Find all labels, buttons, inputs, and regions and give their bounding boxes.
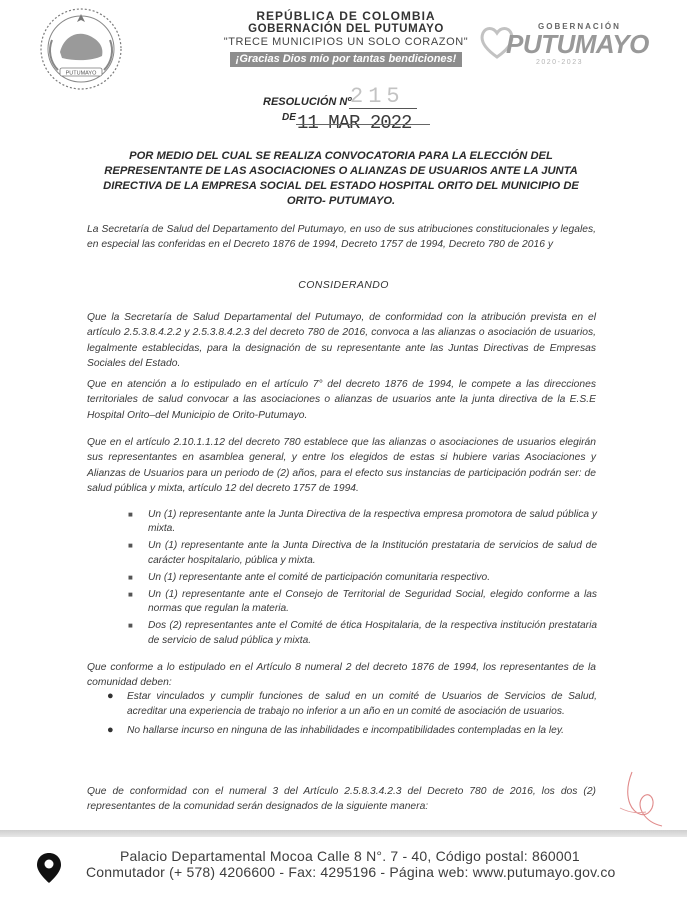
list-item: ■ Un (1) representante ante el comité de participación comunitaria respectivo. xyxy=(128,571,597,585)
footer-address: Palacio Departamental Mocoa Calle 8 N°. 7 - 40, Código postal: 860001 xyxy=(120,848,580,864)
logo-putumayo-text: PUTUMAYO xyxy=(506,29,649,59)
republic-line: REPÚBLICA DE COLOMBIA xyxy=(256,9,436,23)
date-label: DE xyxy=(282,112,296,123)
date-stamp: 11 MAR 2022 xyxy=(297,112,412,134)
footer-divider xyxy=(0,830,687,837)
list-item: ● No hallarse incurso en ninguna de las inhabilidades e incompatibilidades contempladas en la ley. xyxy=(107,724,565,736)
bullet-icon: ■ xyxy=(128,572,133,582)
list-item: ■ Dos (2) representantes ante el Comité de ética Hospitalaria, de la respectiva institución prestataria de servicio de salud pública y mixta. xyxy=(128,620,597,646)
paragraph-5: Que de conformidad con el numeral 3 del Artículo 2.5.8.3.4.2.3 del Decreto 780 de 2016, los dos (2) representantes de la comunidad serán designados de la siguiente manera: xyxy=(87,786,596,813)
list-item: ● Estar vinculados y cumplir funciones de salud en un comité de Usuarios de Servicios de Salud, acreditar una experiencia de trabajo no inferior a un año en un comité de asociación de usuarios. xyxy=(107,690,597,717)
paragraph-2: Que en atención a lo estipulado en el artículo 7° del decreto 1876 de 1994, le compete a las direcciones territoriales de salud convocar a las asociaciones o alianzas de usuarios ante la junta directiva de la E.S.E Hospital Orito–del Municipio de Orito-Putumayo. xyxy=(87,379,596,421)
coat-of-arms-seal xyxy=(38,6,124,92)
motto-line: "TRECE MUNICIPIOS UN SOLO CORAZON" xyxy=(223,36,469,48)
paragraph-1: Que la Secretaría de Salud Departamental del Putumayo, de conformidad con la atribución prevista en el artículo 2.5.3.8.4.2.2 y 2.5.3.8.4.2.3 del decreto 780 de 2016, convoca a las alianzas o asociación de usuarios, legalmente establecidas, para la designación de su representante ante las Juntas Directivas de Empresas Sociales del Estado. xyxy=(87,312,596,369)
date-underline xyxy=(296,124,430,125)
bullet-icon: ■ xyxy=(128,590,133,600)
bullet-icon: ■ xyxy=(128,621,133,631)
logo-gobernacion-text: GOBERNACIÓN xyxy=(538,22,621,31)
resolution-label: RESOLUCIÓN Nº xyxy=(263,96,352,108)
representatives-list xyxy=(128,508,597,651)
document-title: POR MEDIO DEL CUAL SE REALIZA CONVOCATORIA PARA LA ELECCIÓN DEL REPRESENTANTE DE LAS ASOCIACIONES O ALIANZAS DE USUARIOS ANTE LA JUNTA DIRECTIVA DE LA EMPRESA SOCIAL DEL ESTADO HOSPITAL ORITO DEL MUNICIPIO DE ORITO- PUTUMAYO. xyxy=(103,150,579,207)
considerando-heading: CONSIDERANDO xyxy=(298,279,389,291)
intro-paragraph: La Secretaría de Salud del Departamento del Putumayo, en uso de sus atribuciones constitucionales y legales, en especial las conferidas en el Decreto 1876 de 1994, Decreto 1757 de 1994, Decreto 780 de 2016 y xyxy=(87,224,596,251)
bullet-icon: ■ xyxy=(128,541,133,551)
list-item: ■ Un (1) representante ante la Junta Directiva de la respectiva empresa promotora de salud pública y mixta. xyxy=(128,509,597,535)
requirements-list xyxy=(107,689,597,742)
government-header xyxy=(196,10,496,67)
paragraph-4: Que conforme a lo estipulado en el Artículo 8 numeral 2 del decreto 1876 de 1994, los representantes de la comunidad deben: xyxy=(87,662,596,689)
bullet-icon: ■ xyxy=(128,510,133,519)
governorship-line: GOBERNACIÓN DEL PUTUMAYO xyxy=(248,23,444,35)
list-item: ■ Un (1) representante ante la Junta Directiva de la Institución prestataria de servicios de salud de carácter hospitalario, pública y mixta. xyxy=(128,540,597,566)
logo-years-text: 2020-2023 xyxy=(536,59,583,66)
paragraph-3: Que en el artículo 2.10.1.1.12 del decreto 780 establece que las alianzas o asociaciones de usuarios elegirán sus representantes en asamblea general, y entre los elegidos de estas si hubiere varias Asociaciones y Alianzas de Usuarios para un periodo de (2) años, para el efecto sus instancias de participación podrán ser: de salud pública y mixta, artículo 12 del decreto 1757 de 1994. xyxy=(87,437,596,494)
footer-contact: Conmutador (+ 578) 4206600 - Fax: 4295196 - Página web: www.putumayo.gov.co xyxy=(86,864,616,880)
signature-mark xyxy=(602,768,672,832)
motto-banner: ¡Gracias Dios mío por tantas bendiciones! xyxy=(230,52,463,67)
putumayo-logo xyxy=(478,18,658,64)
location-pin-icon xyxy=(36,852,62,884)
seal-label: PUTUMAYO xyxy=(65,70,97,77)
bullet-icon: ● xyxy=(107,690,114,702)
list-item: ■ Un (1) representante ante el Consejo de Territorial de Seguridad Social, elegido conforme a las normas que regulan la materia. xyxy=(128,589,597,615)
resolution-number: 215 xyxy=(350,84,405,109)
bullet-icon: ● xyxy=(107,724,114,736)
resolution-underline xyxy=(349,108,417,109)
